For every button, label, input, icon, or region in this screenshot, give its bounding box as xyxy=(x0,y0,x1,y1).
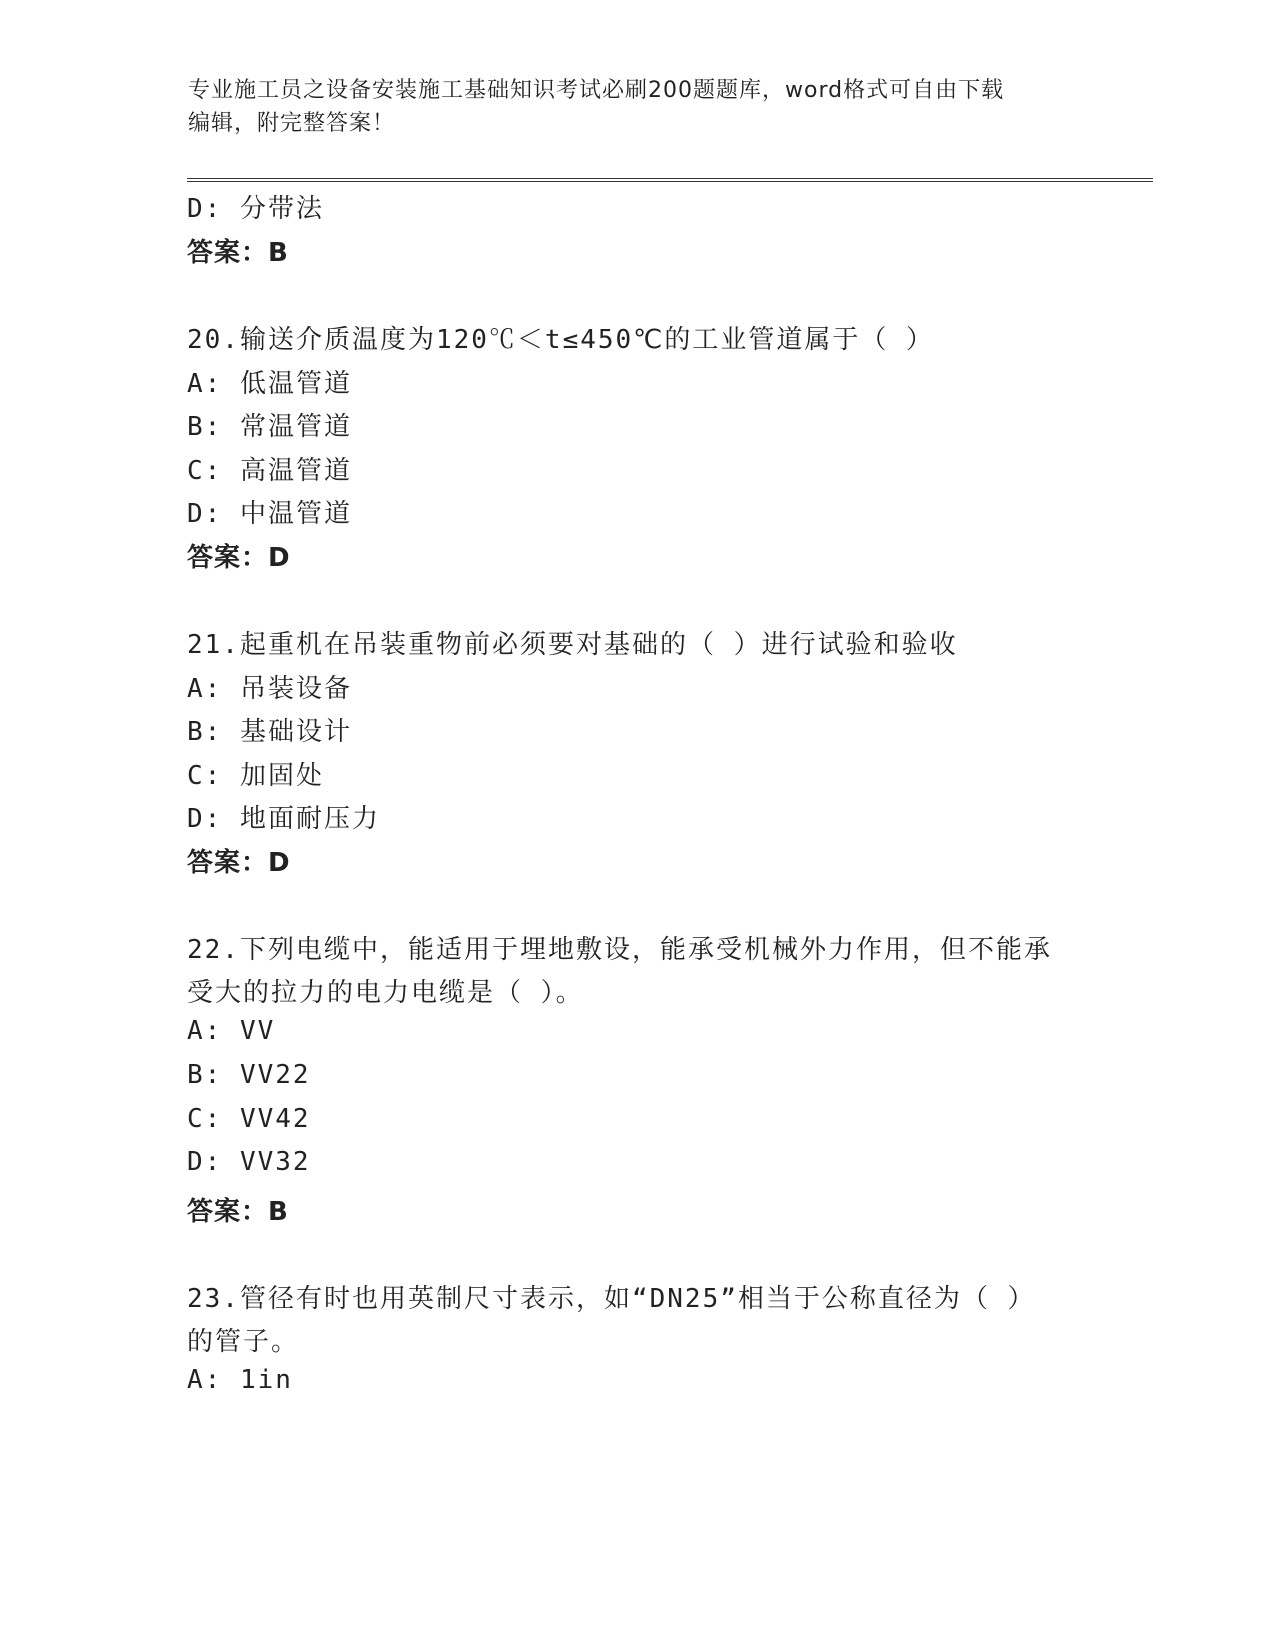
q23-option-a: A: 1in xyxy=(187,1365,293,1395)
q19-answer: 答案：B xyxy=(187,238,289,268)
q22-option-d: D: VV32 xyxy=(187,1147,311,1177)
q22-answer: 答案：B xyxy=(187,1197,289,1227)
header-title-line2: 编辑，附完整答案！ xyxy=(188,111,396,136)
q22-question-line1: 22.下列电缆中，能适用于埋地敷设，能承受机械外力作用，但不能承 xyxy=(187,935,1052,965)
q21-option-d: D: 地面耐压力 xyxy=(187,804,380,834)
q21-question: 21.起重机在吊装重物前必须要对基础的（ ）进行试验和验收 xyxy=(187,630,958,660)
q21-option-c: C: 加固处 xyxy=(187,761,324,791)
q20-option-c: C: 高温管道 xyxy=(187,456,352,486)
q22-option-a: A: VV xyxy=(187,1016,276,1046)
q21-option-b: B: 基础设计 xyxy=(187,717,352,747)
q20-question: 20.输送介质温度为120℃＜t≤450℃的工业管道属于（ ） xyxy=(187,325,935,355)
q23-question-line1: 23.管径有时也用英制尺寸表示，如“DN25”相当于公称直径为（ ） xyxy=(187,1284,1036,1314)
q20-option-d: D: 中温管道 xyxy=(187,499,352,529)
q22-option-b: B: VV22 xyxy=(187,1060,311,1090)
q20-option-b: B: 常温管道 xyxy=(187,412,352,442)
q22-option-c: C: VV42 xyxy=(187,1104,311,1134)
document-header xyxy=(188,74,1068,140)
q20-answer: 答案：D xyxy=(187,543,291,573)
q21-answer: 答案：D xyxy=(187,848,291,878)
header-title-line1: 专业施工员之设备安装施工基础知识考试必刷200题题库，word格式可自由下载 xyxy=(188,78,1005,103)
q21-option-a: A: 吊装设备 xyxy=(187,674,352,704)
q23-question-line2: 的管子。 xyxy=(187,1327,300,1357)
header-divider xyxy=(187,178,1153,182)
q20-option-a: A: 低温管道 xyxy=(187,369,352,399)
q19-option-d: D: 分带法 xyxy=(187,194,324,224)
q22-question-line2: 受大的拉力的电力电缆是（ ）。 xyxy=(187,978,584,1008)
